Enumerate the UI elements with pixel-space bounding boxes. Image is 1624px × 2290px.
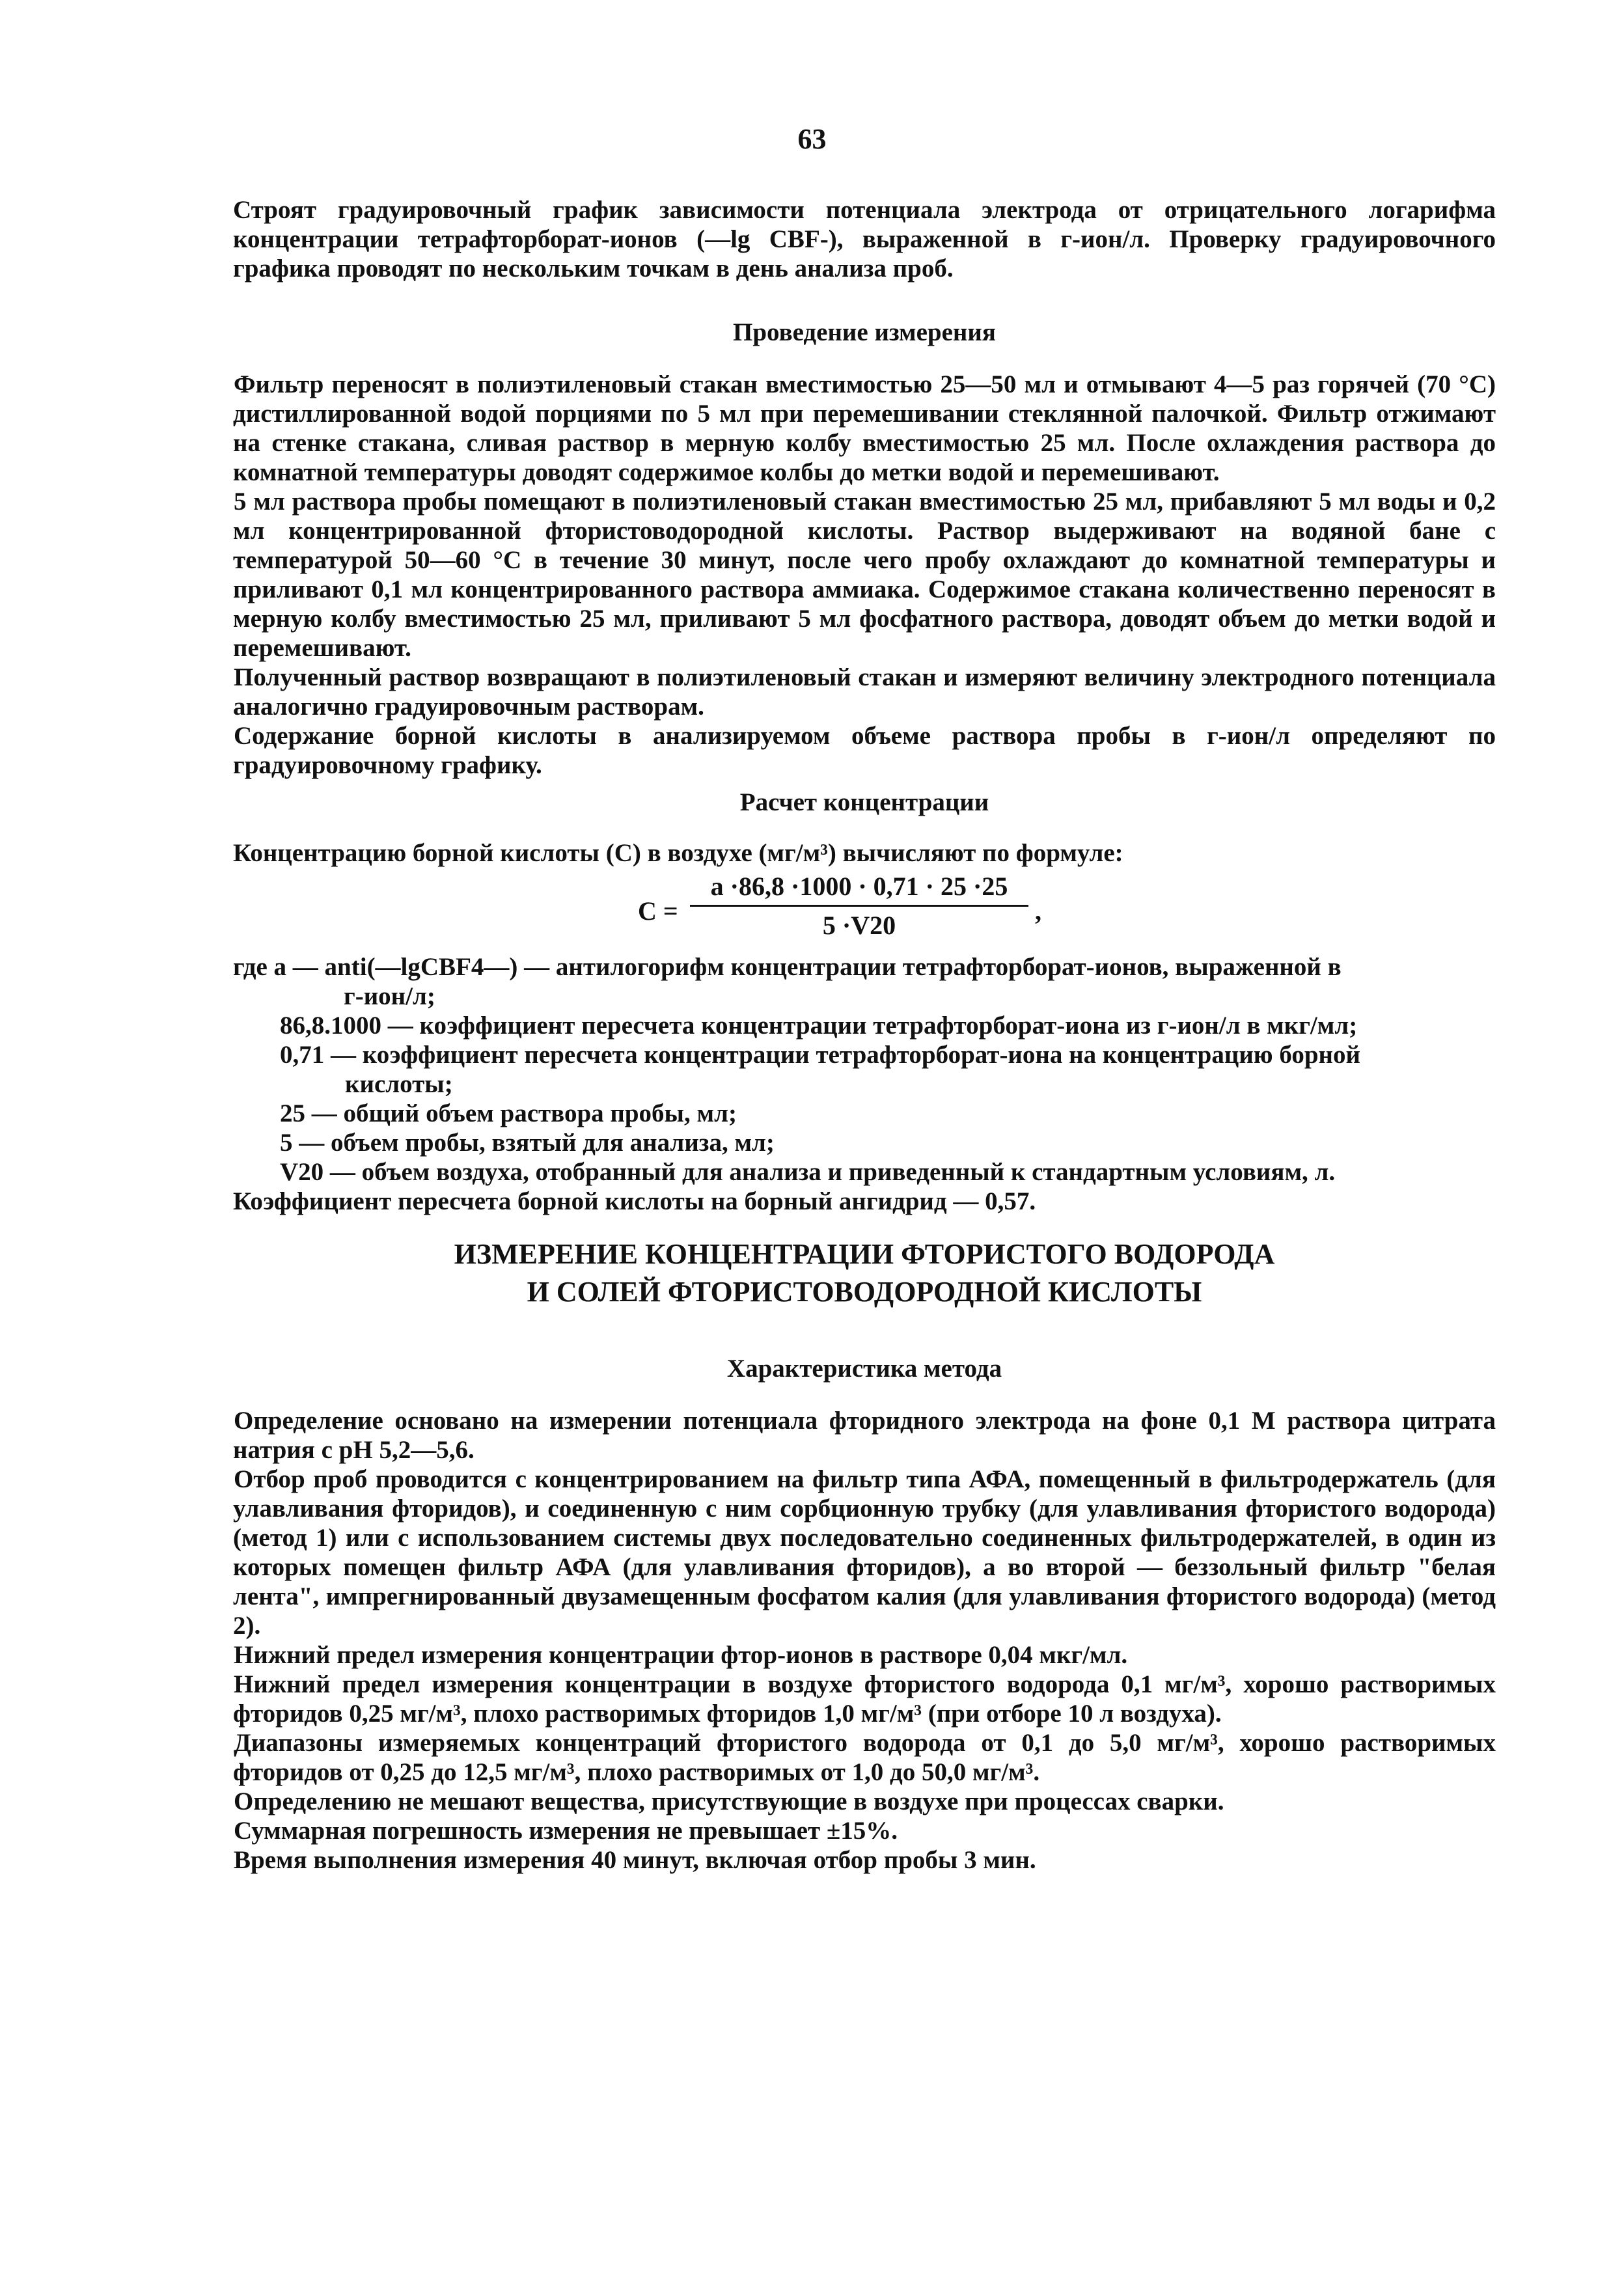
method-paragraph: Суммарная погрешность измерения не превышает ±15%. <box>234 1817 898 1845</box>
definition-term: 25 — <box>280 1099 337 1127</box>
page-number: 63 <box>797 123 827 155</box>
major-heading-line2: И СОЛЕЙ ФТОРИСТОВОДОРОДНОЙ КИСЛОТЫ <box>527 1276 1202 1308</box>
method-paragraph: Отбор проб проводится с концентрированием на фильтр типа АФА, помещенный в фильтродержатель (для улавливания фторидов), и соединенную с ним сорбционную трубку (для улавливания фтористого водорода) (метод 1) или с использованием системы двух последовательно соединенных фильтродержателей, в один из которых помещен фильтр АФА (для улавливания фторидов), а во второй — беззольный фильтр "белая лента", импрегнированный двузамещенным фосфатом калия (для улавливания фтористого водорода) (метод 2). <box>233 1465 1496 1640</box>
method-paragraph: Время выполнения измерения 40 минут, включая отбор пробы 3 мин. <box>234 1846 1036 1874</box>
definition-term: 0,71 — <box>280 1041 356 1069</box>
major-heading-line1: ИЗМЕРЕНИЕ КОНЦЕНТРАЦИИ ФТОРИСТОГО ВОДОРОДА <box>454 1238 1275 1270</box>
definition-item <box>233 1128 1496 1157</box>
formula-lhs: С = <box>638 896 678 926</box>
definition-continuation: г-ион/л; <box>344 982 435 1010</box>
calc-intro-block <box>233 838 1496 868</box>
measurement-paragraph: Фильтр переносят в полиэтиленовый стакан вместимостью 25—50 мл и отмывают 4—5 раз горячей (70 °С) дистиллированной водой порциями по 5 мл при перемешивании стеклянной палочкой. Фильтр отжимают на стенке стакана, сливая раствор в мерную колбу вместимостью 25 мл. После охлаждения раствора до комнатной температуры доводят содержимое колбы до метки водой и перемешивают. <box>233 370 1496 486</box>
intro-block <box>233 195 1496 283</box>
definition-item <box>233 1011 1496 1040</box>
measurement-paragraph: 5 мл раствора пробы помещают в полиэтиленовый стакан вместимостью 25 мл, прибавляют 5 мл воды и 0,2 мл концентрированной фтористоводородной кислоты. Раствор выдерживают на водяной бане с температурой 50—60 °С в течение 30 минут, после чего пробу охлаждают до комнатной температуры и приливают 0,1 мл концентрированного раствора аммиака. Содержимое стакана количественно переносят в мерную колбу вместимостью 25 мл, приливают 5 мл фосфатного раствора, доводят объем до метки водой и перемешивают. <box>233 488 1496 662</box>
measurement-paragraph: Полученный раствор возвращают в полиэтиленовый стакан и измеряют величину электродного потенциала аналогично градуировочным растворам. <box>233 663 1496 721</box>
definitions-list <box>233 952 1496 1216</box>
definition-text: антилогорифм концентрации тетрафторборат-ионов, выраженной в <box>555 953 1342 981</box>
measurement-heading: Проведение измерения <box>733 318 996 346</box>
major-heading-block <box>233 1235 1496 1311</box>
definition-term: где a — anti(—lgCBF4—) — <box>233 953 550 981</box>
method-heading: Характеристика метода <box>726 1355 1002 1383</box>
definition-item <box>233 952 1496 1011</box>
method-paragraph: Определению не мешают вещества, присутствующие в воздухе при процессах сварки. <box>234 1787 1224 1815</box>
intro-paragraph: Строят градуировочный график зависимости потенциала электрода от отрицательного логарифма концентрации тетрафторборат-ионов (—lg CBF-), выраженной в г-ион/л. Проверку градуировочного графика проводят по нескольким точкам в день анализа проб. <box>233 196 1496 283</box>
method-paragraph: Нижний предел измерения концентрации в воздухе фтористого водорода 0,1 мг/м³, хорошо растворимых фторидов 0,25 мг/м³, плохо растворимых фторидов 1,0 мг/м³ (при отборе 10 л воздуха). <box>233 1670 1496 1728</box>
calc-intro: Концентрацию борной кислоты (С) в воздухе (мг/м³) вычисляют по формуле: <box>233 839 1123 867</box>
definition-text: общий объем раствора пробы, мл; <box>343 1099 737 1127</box>
definition-continuation: кислоты; <box>345 1070 453 1098</box>
definition-text: коэффициент пересчета концентрации тетрафторборат-иона на концентрацию борной <box>362 1041 1360 1069</box>
definition-term: V20 — <box>280 1158 355 1186</box>
formula-denominator: 5 ·V20 <box>822 911 896 940</box>
method-paragraph: Определение основано на измерении потенциала фторидного электрода на фоне 0,1 М раствора цитрата натрия с рН 5,2—5,6. <box>233 1407 1496 1464</box>
definition-term: 86,8.1000 — <box>280 1012 413 1040</box>
formula-numerator: a ·86,8 ·1000 · 0,71 · 25 ·25 <box>710 872 1008 901</box>
method-body <box>233 1406 1496 1875</box>
definition-item <box>233 1157 1496 1187</box>
definition-item <box>233 1099 1496 1128</box>
calc-heading: Расчет концентрации <box>739 788 989 816</box>
measurement-body <box>233 370 1496 780</box>
method-paragraph: Нижний предел измерения концентрации фтор-ионов в растворе 0,04 мкг/мл. <box>234 1641 1128 1669</box>
conversion-note: Коэффициент пересчета борной кислоты на борный ангидрид — 0,57. <box>233 1187 1036 1215</box>
definition-text: объем воздуха, отобранный для анализа и приведенный к стандартным условиям, л. <box>361 1158 1336 1186</box>
measurement-section <box>233 318 1496 347</box>
method-section <box>233 1354 1496 1383</box>
definition-text: коэффициент пересчета концентрации тетрафторборат-иона из г-ион/л в мкг/мл; <box>419 1012 1358 1040</box>
measurement-paragraph: Содержание борной кислоты в анализируемом объеме раствора пробы в г-ион/л определяют по градуировочному графику. <box>233 722 1496 779</box>
definition-text: объем пробы, взятый для анализа, мл; <box>331 1129 775 1157</box>
formula-tail: , <box>1035 896 1041 926</box>
calc-section <box>233 788 1496 817</box>
method-paragraph: Диапазоны измеряемых концентраций фтористого водорода от 0,1 до 5,0 мг/м³, хорошо растворимых фторидов от 0,25 до 12,5 мг/м³, плохо растворимых от 1,0 до 50,0 мг/м³. <box>233 1729 1496 1786</box>
definition-item <box>233 1040 1496 1099</box>
definition-term: 5 — <box>280 1129 325 1157</box>
fraction-bar <box>690 905 1028 907</box>
